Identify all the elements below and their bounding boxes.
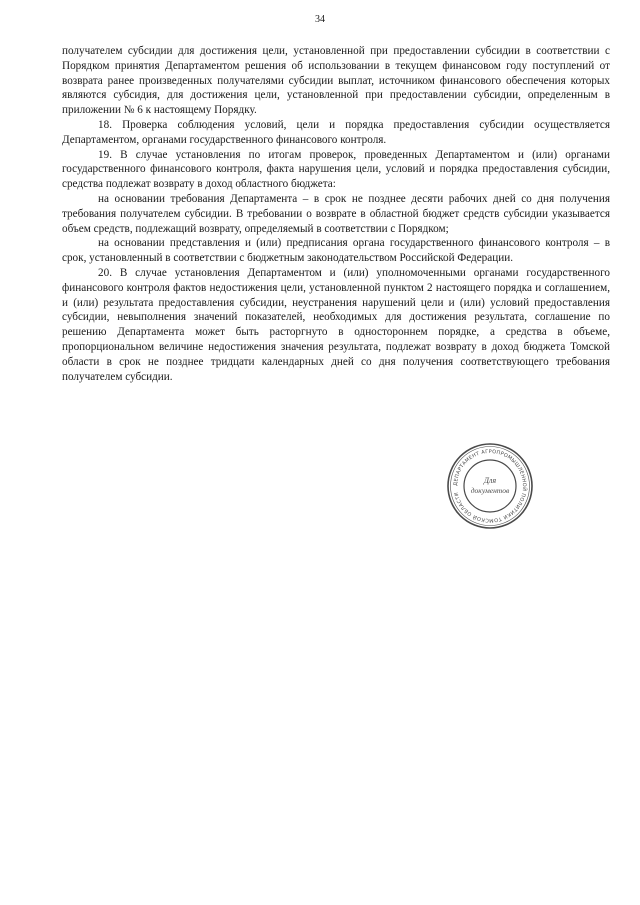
stamp-center-line-1: Для (483, 476, 497, 485)
paragraph-19-item-2: на основании представления и (или) предписания органа государственного финансового контроля – в срок, установленный в соответствии с бюджетным законодательством Российской Федерации. (62, 237, 610, 265)
page-number: 34 (315, 14, 325, 25)
paragraph-18: 18. Проверка соблюдения условий, цели и порядка предоставления субсидии осуществляется Департаментом, органами государственного финансового контроля. (62, 118, 610, 146)
paragraph-continuation: получателем субсидии для достижения цели, установленной при предоставлении субсидии в соответствии с Порядком принятия Департаментом решения об использовании в текущем финансовом году поступлений от возврата ранее произведенных получателями субсидии выплат, источником финансового обеспечения которых являются субсидия, для достижения цели, установленной при предоставлении субсидии, определенным в приложении № 6 к настоящему Порядку. (62, 45, 610, 117)
official-stamp-icon (446, 442, 534, 530)
stamp-ring-text: ДЕПАРТАМЕНТ АГРОПРОМЫШЛЕННОЙ ПОЛИТИКИ ТОМСКОЙ ОБЛАСТИ (452, 448, 528, 524)
paragraph-19: 19. В случае установления по итогам проверок, проведенных Департаментом и (или) органами государственного финансового контроля, факта нарушения цели, условий и порядка предоставления субсидии, средства подлежат возврату в доход областного бюджета: (62, 148, 610, 191)
paragraph-19-item-1: на основании требования Департамента – в срок не позднее десяти рабочих дней со дня получения требования получателем субсидии. В требовании о возврате в областной бюджет средств субсидии указывается объем средств, подлежащий возврату, определяемый в соответствии с Порядком; (62, 192, 610, 235)
paragraph-20: 20. В случае установления Департаментом и (или) уполномоченными органами государственного финансового контроля фактов недостижения цели, установленной пунктом 2 настоящего порядка и соглашением, и (или) результата предоставления субсидии, неустранения нарушений цели и (или) условий предоставления субсидии, невыполнения значений показателей, необходимых для достижения результата, соглашение по решению Департамента может быть расторгнуто в одностороннем порядке, а средства в объеме, пропорциональном величине недостижения значения результата, подлежат возврату в доход бюджета Томской области в срок не позднее тридцати календарных дней со дня получения соответствующего требования получателем субсидии. (62, 266, 610, 383)
stamp-center-line-2: документов (470, 486, 510, 495)
document-body (62, 44, 610, 384)
